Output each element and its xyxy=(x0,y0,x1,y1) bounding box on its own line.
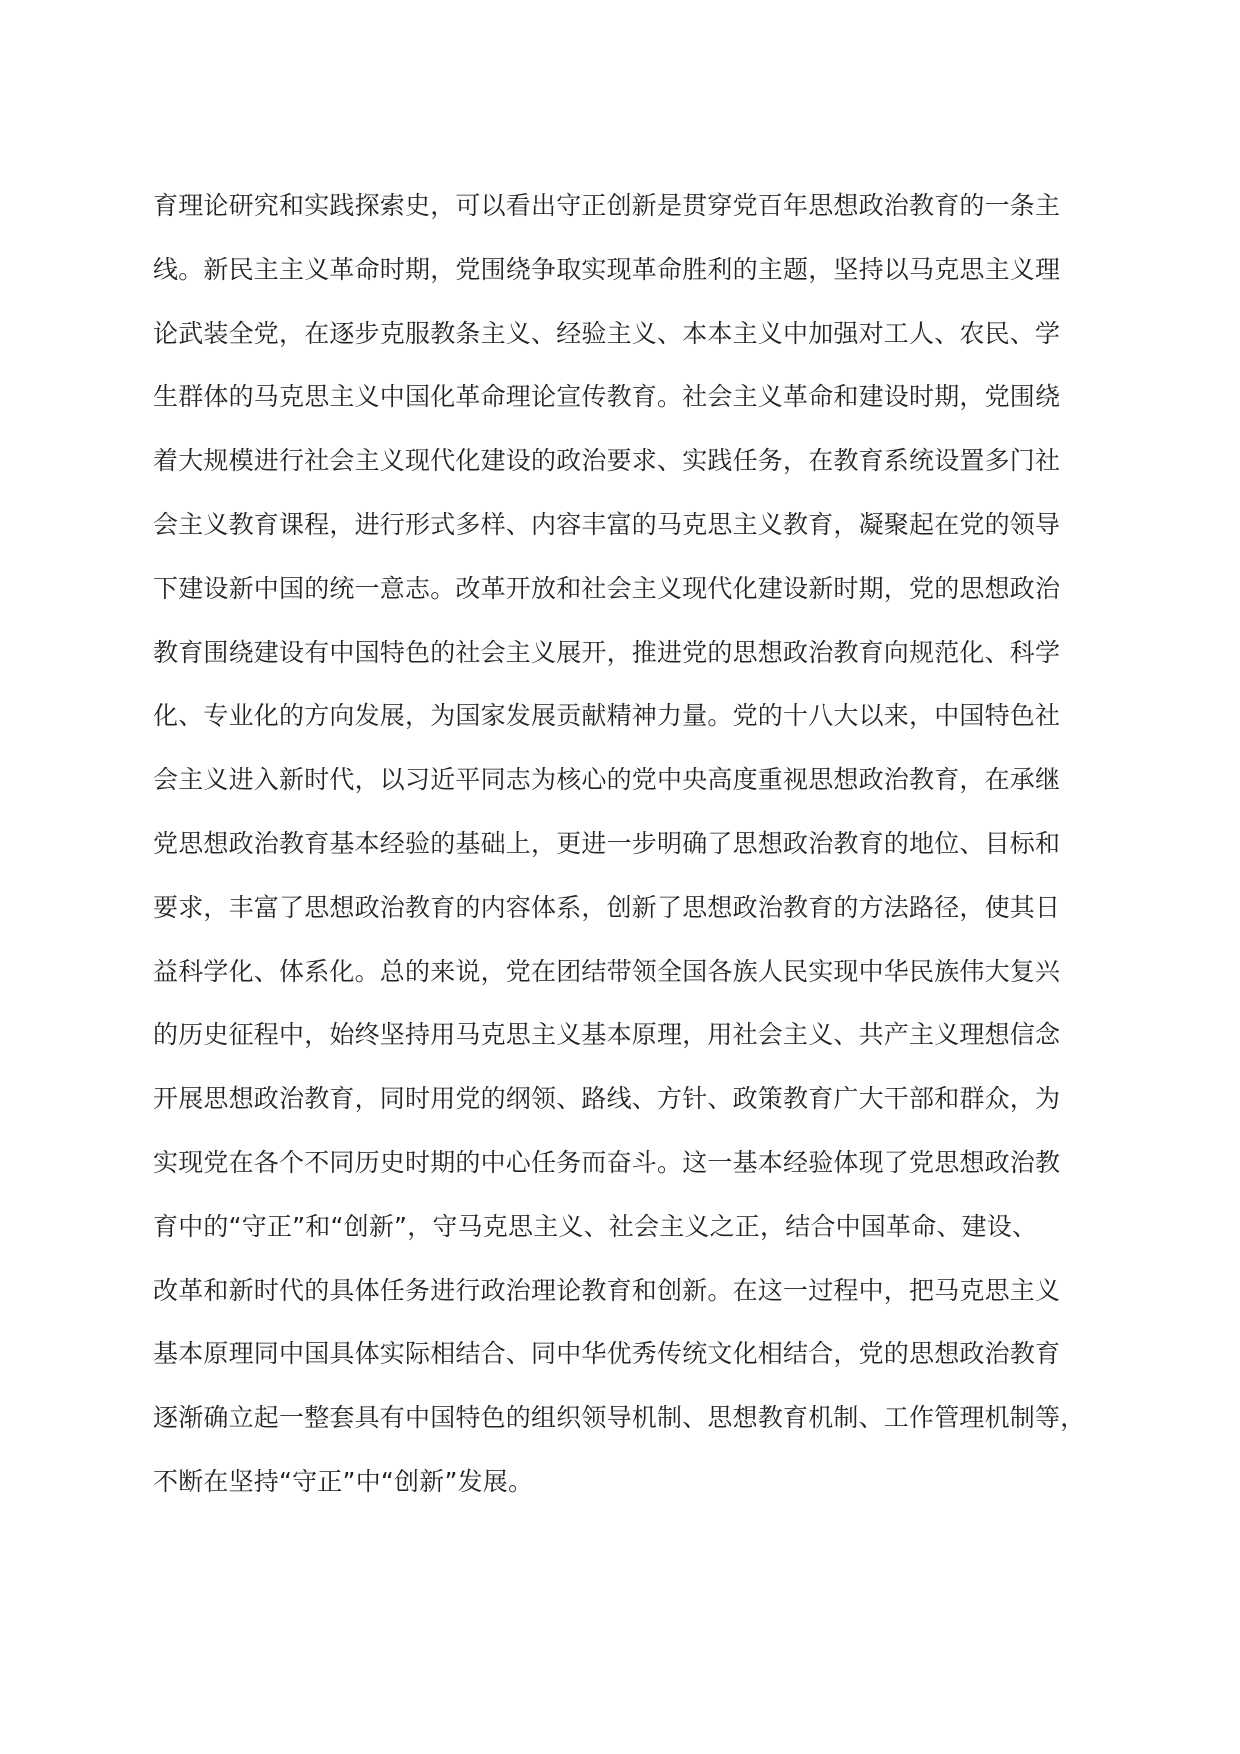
text-line: 论武装全党，在逐步克服教条主义、经验主义、本本主义中加强对工人、农民、学 xyxy=(153,318,1061,348)
text-line: 会主义教育课程，进行形式多样、内容丰富的马克思主义教育，凝聚起在党的领导 xyxy=(153,509,1061,539)
text-line: 开展思想政治教育，同时用党的纲领、路线、方针、政策教育广大干部和群众，为 xyxy=(153,1084,1061,1114)
text-line: 要求，丰富了思想政治教育的内容体系，创新了思想政治教育的方法路径，使其日 xyxy=(153,892,1061,922)
text-line: 不断在坚持“守正”中“创新”发展。 xyxy=(153,1466,534,1496)
text-line: 线。新民主主义革命时期，党围绕争取实现革命胜利的主题，坚持以马克思主义理 xyxy=(153,254,1061,284)
text-line: 基本原理同中国具体实际相结合、同中华优秀传统文化相结合，党的思想政治教育 xyxy=(153,1339,1061,1369)
text-line: 逐渐确立起一整套具有中国特色的组织领导机制、思想教育机制、工作管理机制等， xyxy=(153,1403,1086,1433)
text-line: 化、专业化的方向发展，为国家发展贡献精神力量。党的十八大以来，中国特色社 xyxy=(153,701,1061,731)
text-line: 下建设新中国的统一意志。改革开放和社会主义现代化建设新时期，党的思想政治 xyxy=(153,573,1061,603)
text-line: 着大规模进行社会主义现代化建设的政治要求、实践任务，在教育系统设置多门社 xyxy=(153,446,1061,476)
text-line: 育理论研究和实践探索史，可以看出守正创新是贯穿党百年思想政治教育的一条主 xyxy=(153,191,1061,220)
text-line: 育中的“守正”和“创新”，守马克思主义、社会主义之正，结合中国革命、建设、 xyxy=(153,1211,1038,1241)
text-line: 党思想政治教育基本经验的基础上，更进一步明确了思想政治教育的地位、目标和 xyxy=(153,828,1061,858)
body-paragraph xyxy=(153,190,1093,1530)
text-line: 的历史征程中，始终坚持用马克思主义基本原理，用社会主义、共产主义理想信念 xyxy=(153,1020,1061,1050)
text-line: 益科学化、体系化。总的来说，党在团结带领全国各族人民实现中华民族伟大复兴 xyxy=(153,956,1061,986)
text-line: 教育围绕建设有中国特色的社会主义展开，推进党的思想政治教育向规范化、科学 xyxy=(153,637,1061,667)
text-line: 生群体的马克思主义中国化革命理论宣传教育。社会主义革命和建设时期，党围绕 xyxy=(153,382,1061,412)
text-line: 会主义进入新时代，以习近平同志为核心的党中央高度重视思想政治教育，在承继 xyxy=(153,765,1061,795)
text-line: 实现党在各个不同历史时期的中心任务而奋斗。这一基本经验体现了党思想政治教 xyxy=(153,1147,1061,1177)
text-line: 改革和新时代的具体任务进行政治理论教育和创新。在这一过程中，把马克思主义 xyxy=(153,1275,1061,1305)
